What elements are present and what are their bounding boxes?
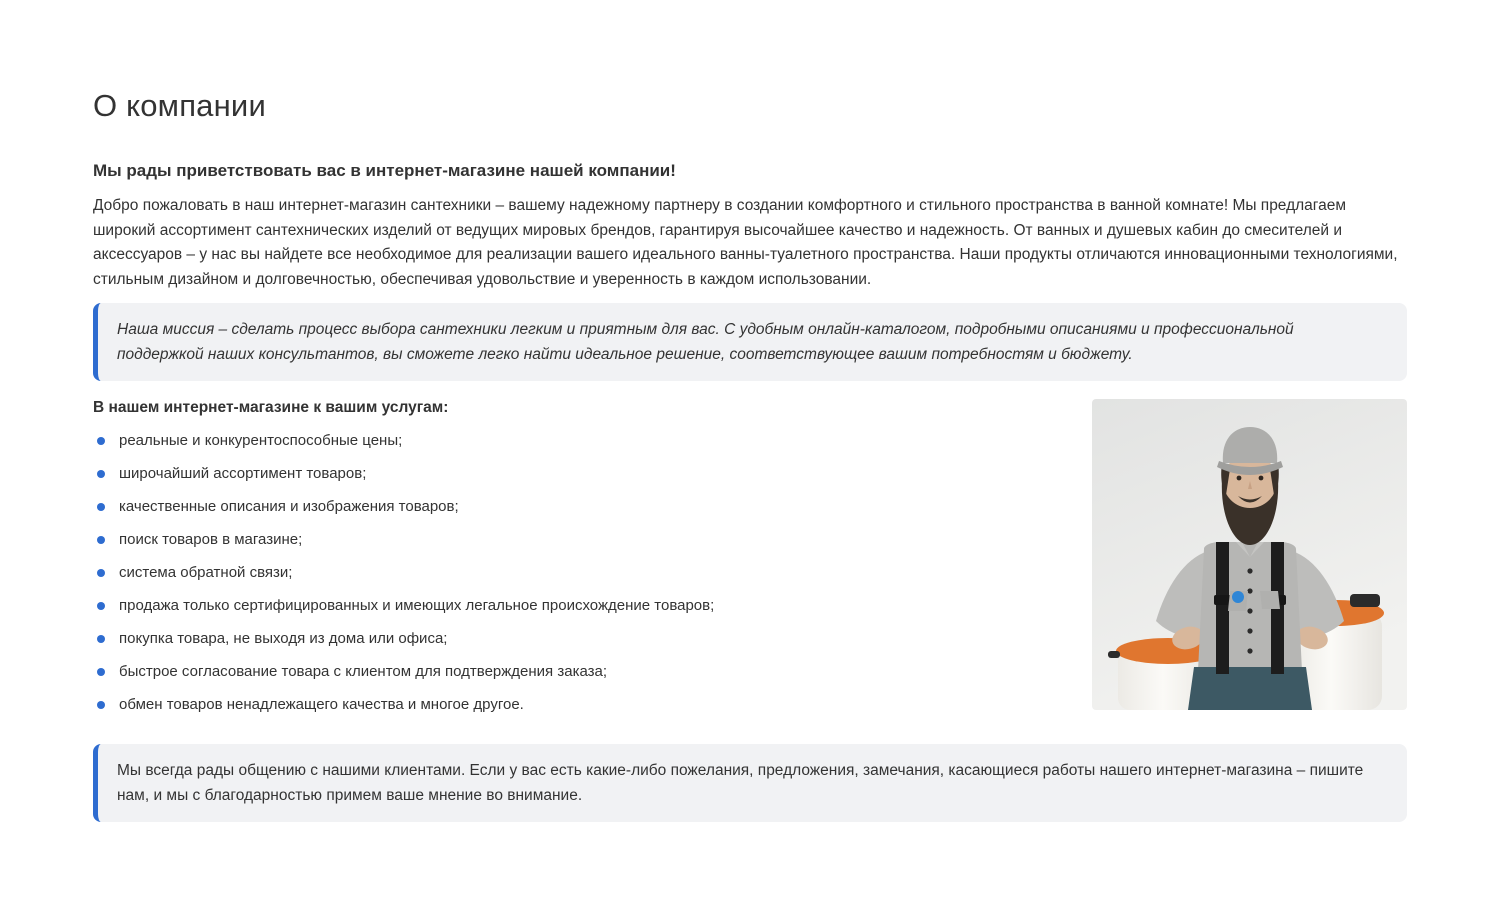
bullet-dot-icon (97, 569, 105, 577)
bullet-dot-icon (97, 470, 105, 478)
list-item (97, 431, 1068, 450)
list-item (97, 563, 1068, 582)
blue-badge-pin (1232, 591, 1244, 603)
page-title: О компании (93, 88, 266, 123)
feedback-callout (93, 744, 1407, 822)
bullet-dot-icon (97, 602, 105, 610)
list-item (97, 530, 1068, 549)
mission-text: Наша миссия – сделать процесс выбора сантехники легким и приятным для вас. С удобным онлайн-каталогом, подробными описаниями и профессиональной поддержкой наших консультантов, вы сможете легко найти идеальное решение, соответствующее вашим потребностям и бюджету. (117, 321, 1294, 363)
list-item (97, 662, 1068, 681)
list-item (97, 464, 1068, 483)
list-item-label: поиск товаров в магазине; (119, 531, 303, 548)
services-list (93, 431, 1068, 714)
list-item-label: обмен товаров ненадлежащего качества и многое другое. (119, 696, 524, 713)
plumber-photo (1092, 399, 1407, 710)
mission-callout (93, 303, 1407, 381)
services-column (93, 397, 1068, 728)
list-item (97, 695, 1068, 714)
list-item (97, 629, 1068, 648)
list-item-label: система обратной связи; (119, 564, 293, 581)
list-item-label: качественные описания и изображения товаров; (119, 498, 459, 515)
bullet-dot-icon (97, 635, 105, 643)
feedback-text: Мы всегда рады общению с нашими клиентами. Если у вас есть какие-либо пожелания, предложения, замечания, касающиеся работы нашего интернет-магазина – пишите нам, и мы с благодарностью примем ваше мнение во внимание. (117, 762, 1364, 804)
list-item-label: продажа только сертифицированных и имеющих легальное происхождение товаров; (119, 597, 715, 614)
bullet-dot-icon (97, 536, 105, 544)
intro-section (93, 161, 1407, 292)
about-page (93, 0, 1407, 920)
list-item-label: широчайший ассортимент товаров; (119, 465, 367, 482)
bullet-dot-icon (97, 437, 105, 445)
list-item-label: быстрое согласование товара с клиентом для подтверждения заказа; (119, 663, 608, 680)
intro-paragraph: Добро пожаловать в наш интернет-магазин сантехники – вашему надежному партнеру в создании комфортного и стильного пространства в ванной комнате! Мы предлагаем широкий ассортимент сантехнических изделий от ведущих мировых брендов, гарантируя высочайшее качество и надежность. От ванных и душевых кабин до смесителей и аксессуаров – у нас вы найдете все необходимое для реализации вашего идеального ванны-туалетного пространства. Наши продукты отличаются инновационными технологиями, стильным дизайном и долговечностью, обеспечивая удовольствие и уверенность в каждом использовании. (93, 197, 1398, 288)
plumber-illustration (1092, 399, 1407, 710)
bullet-dot-icon (97, 503, 105, 511)
bullet-dot-icon (97, 668, 105, 676)
bullet-dot-icon (97, 701, 105, 709)
list-item-label: реальные и конкурентоспособные цены; (119, 432, 403, 449)
services-section (93, 397, 1407, 728)
intro-heading: Мы рады приветствовать вас в интернет-магазине нашей компании! (93, 161, 676, 180)
list-item-label: покупка товара, не выходя из дома или офиса; (119, 630, 448, 647)
list-item (97, 596, 1068, 615)
list-item (97, 497, 1068, 516)
services-heading: В нашем интернет-магазине к вашим услугам: (93, 399, 449, 416)
